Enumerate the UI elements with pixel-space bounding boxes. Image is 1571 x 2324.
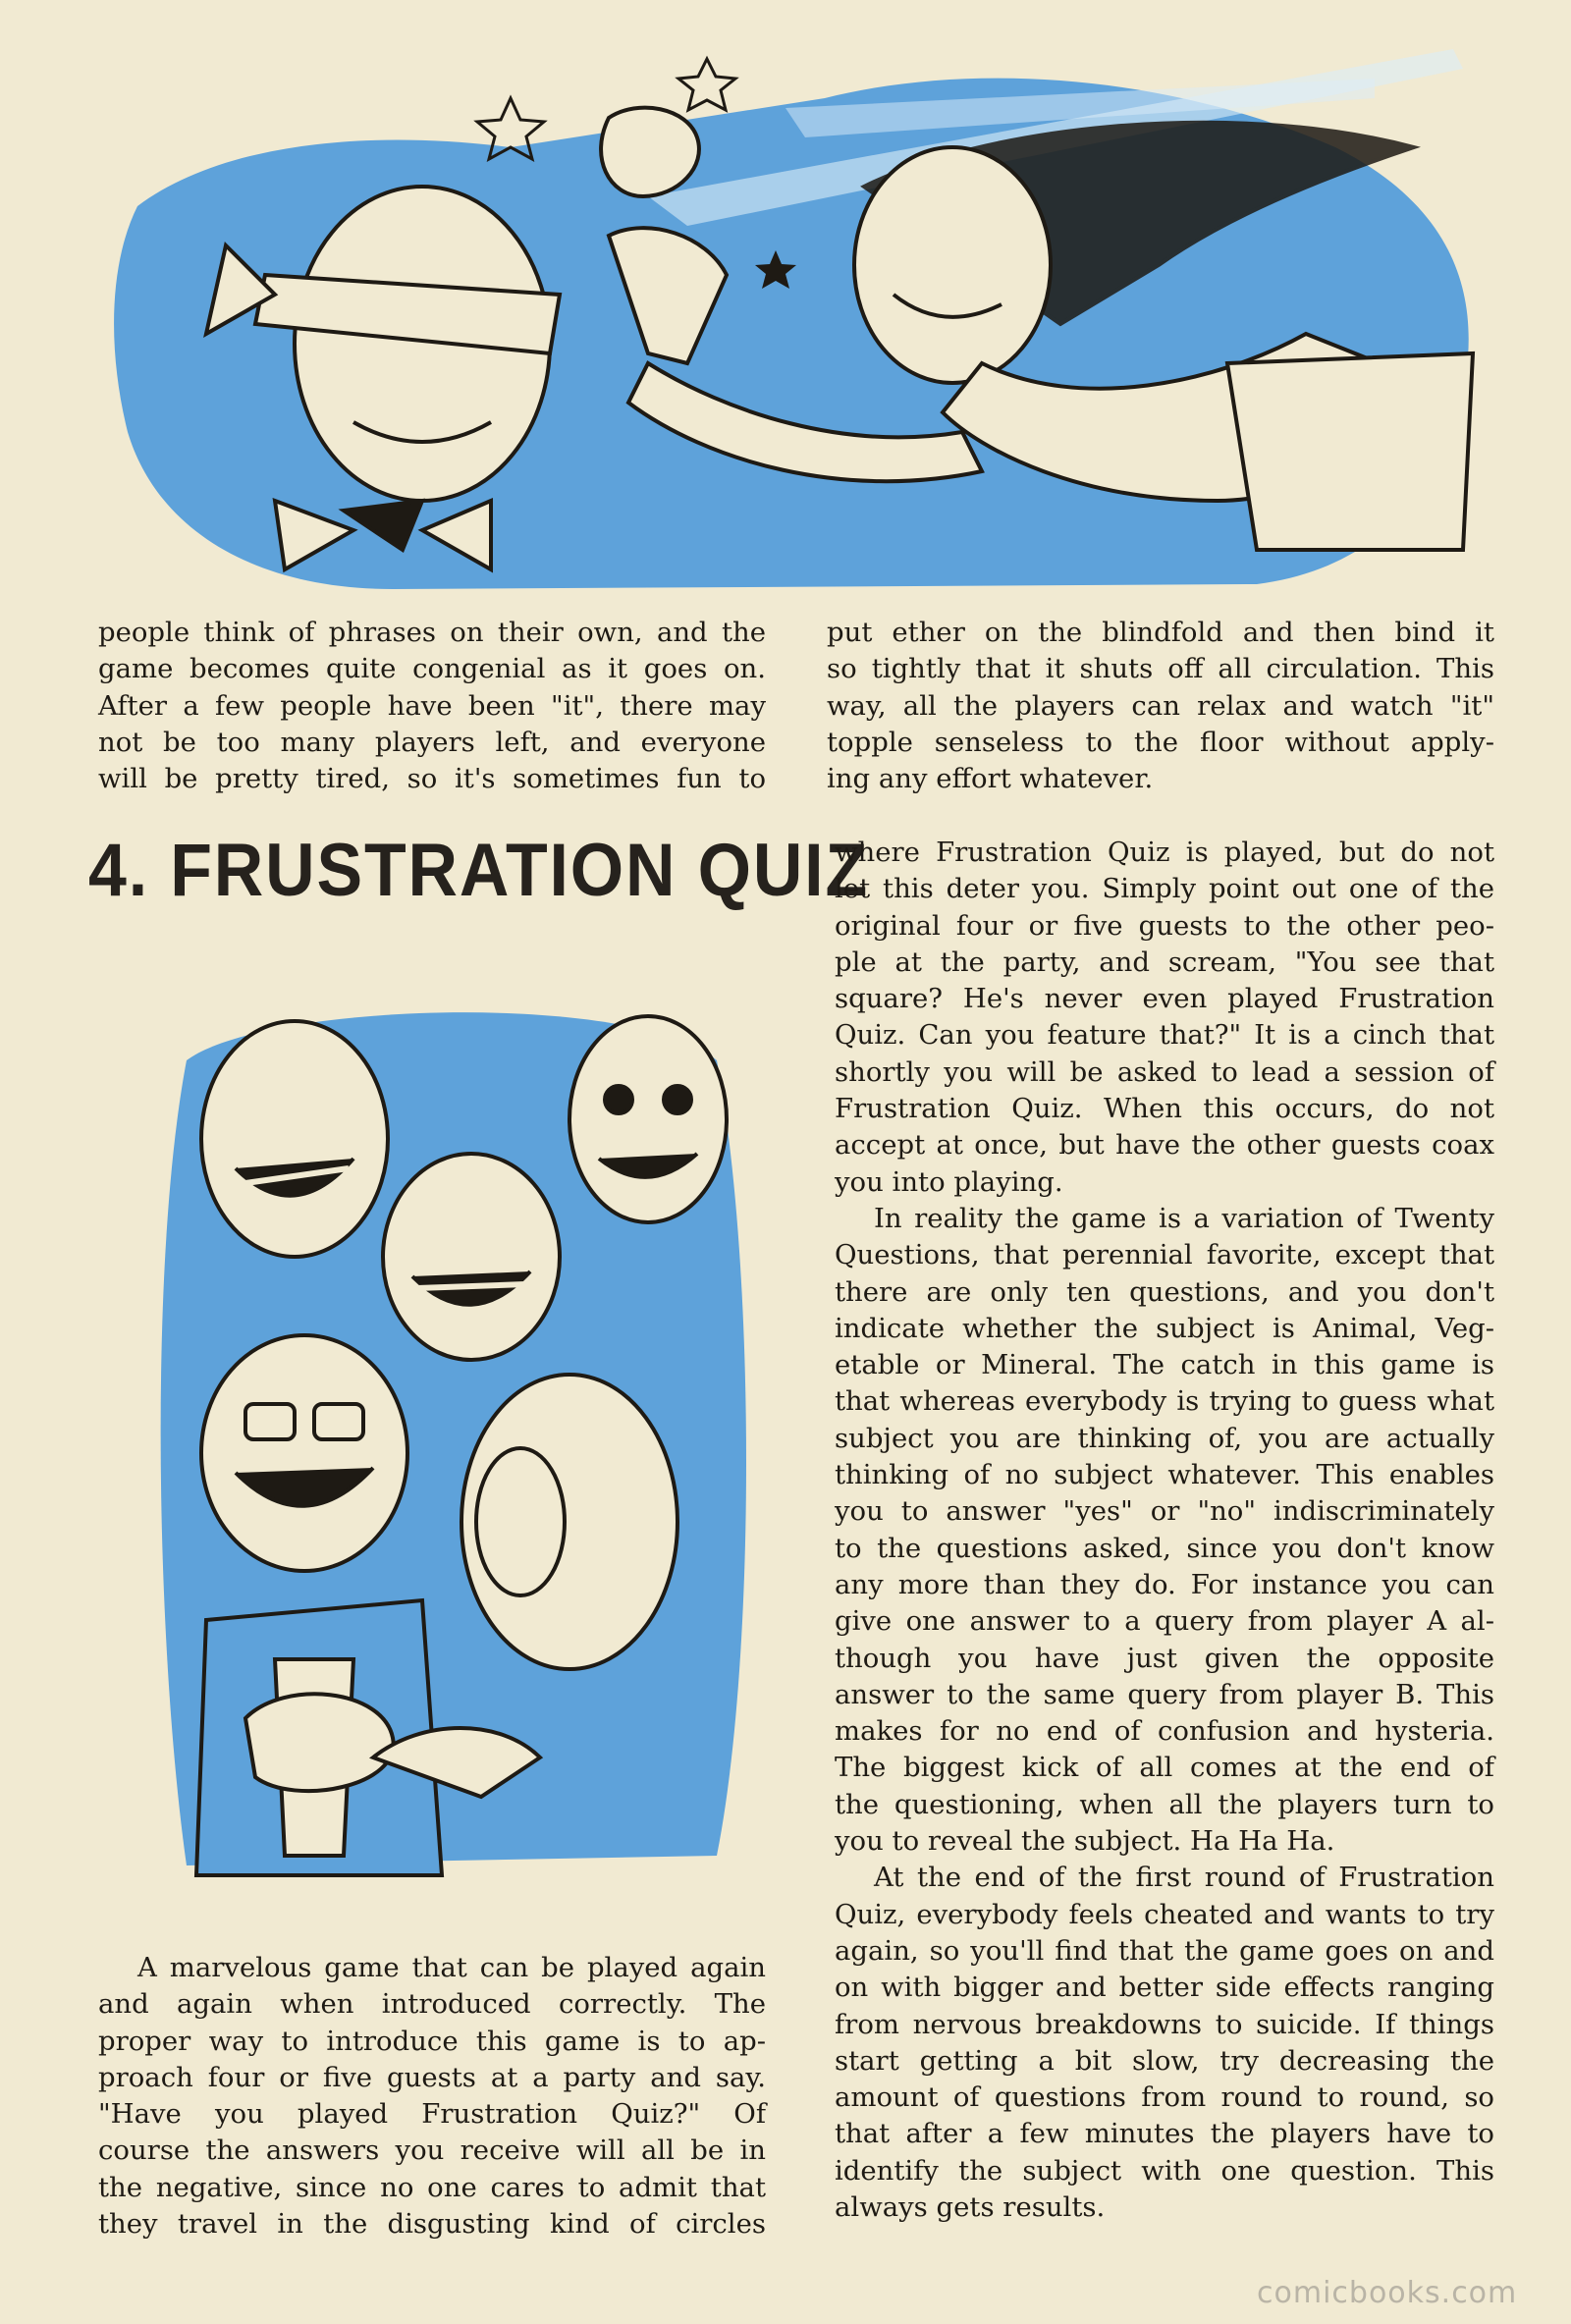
text-line: people think of phrases on their own, and the — [98, 617, 766, 648]
text-line: proper way to introduce this game is to ap- — [98, 2025, 766, 2057]
text-line: shortly you will be asked to lead a session of — [835, 1055, 1494, 1088]
text-line: from nervous breakdowns to suicide. If things — [835, 2008, 1494, 2040]
text-line: give one answer to a query from player A al- — [835, 1605, 1494, 1638]
text-line: Questions, that perennial favorite, except that — [835, 1239, 1494, 1271]
star-icon — [678, 59, 735, 110]
text-line: will be pretty tired, so it's sometimes fun to — [98, 763, 766, 795]
text-line: After a few people have been "it", there may — [98, 689, 766, 722]
text-line: the negative, since no one cares to admit that — [98, 2171, 766, 2203]
grinning-guests-illustration — [128, 972, 766, 1895]
text-line: and again when introduced correctly. The — [98, 1988, 766, 2021]
text-line: topple senseless to the floor without apply- — [827, 726, 1494, 758]
text-line: put ether on the blindfold and then bind it — [827, 617, 1494, 648]
text-line: accept at once, but have the other guests coax — [835, 1129, 1494, 1162]
right-column-body — [835, 835, 1494, 2226]
text-line: that whereas everybody is trying to guess what — [835, 1385, 1494, 1418]
text-line: they travel in the disgusting kind of circles — [98, 2208, 766, 2241]
guest-face-glasses — [201, 1335, 407, 1571]
text-line: the questioning, when all the players turn to — [835, 1788, 1494, 1820]
text-line: any more than they do. For instance you can — [835, 1568, 1494, 1600]
text-line: makes for no end of confusion and hysteria. — [835, 1715, 1494, 1748]
text-line: where Frustration Quiz is played, but do not — [835, 837, 1494, 868]
text-line: amount of questions from round to round, so — [835, 2081, 1494, 2114]
text-line: so tightly that it shuts off all circulation. This — [827, 653, 1494, 685]
text-line: there are only ten questions, and you don't — [835, 1275, 1494, 1308]
text-line: "Have you played Frustration Quiz?" Of — [98, 2098, 766, 2131]
text-line: indicate whether the subject is Animal, Veg- — [835, 1312, 1494, 1344]
text-line: The biggest kick of all comes at the end of — [835, 1752, 1494, 1784]
top-right-paragraph — [827, 615, 1494, 797]
text-line: answer to the same query from player B. This — [835, 1678, 1494, 1710]
text-line: proach four or five guests at a party and say. — [98, 2061, 766, 2093]
text-line: though you have just given the opposite — [835, 1642, 1494, 1674]
text-line: on with bigger and better side effects ranging — [835, 1972, 1494, 2004]
text-line: always gets results. — [835, 2190, 1106, 2223]
text-line: thinking of no subject whatever. This enables — [835, 1459, 1494, 1491]
text-line: identify the subject with one question. This — [835, 2154, 1494, 2187]
text-line: A marvelous game that can be played again — [137, 1952, 766, 1983]
guest-face-top-right — [569, 1016, 727, 1222]
text-line: that after a few minutes the players have to — [835, 2118, 1494, 2150]
text-line: you to answer "yes" or "no" indiscriminately — [835, 1495, 1494, 1528]
text-line: etable or Mineral. The catch in this game is — [835, 1349, 1494, 1381]
text-line: let this deter you. Simply point out one of the — [835, 873, 1494, 905]
text-line: Quiz. Can you feature that?" It is a cinch that — [835, 1019, 1494, 1052]
guest-face-pointed — [461, 1375, 677, 1669]
text-line: you to reveal the subject. Ha Ha Ha. — [835, 1825, 1335, 1858]
text-line: square? He's never even played Frustration — [835, 983, 1494, 1015]
intro-paragraph — [98, 1950, 766, 2243]
text-line: not be too many players left, and everyone — [98, 726, 766, 758]
text-line: subject you are thinking of, you are actually — [835, 1422, 1494, 1454]
section-heading: 4. FRUSTRATION QUIZ — [88, 829, 870, 912]
text-line: start getting a bit slow, try decreasing the — [835, 2044, 1494, 2077]
watermark: comicbooks.com — [1257, 2276, 1518, 2310]
text-line: again, so you'll find that the game goes on and — [835, 1934, 1494, 1967]
text-line: way, all the players can relax and watch "it" — [827, 689, 1494, 722]
text-line: ple at the party, and scream, "You see that — [835, 946, 1494, 978]
text-line: course the answers you receive will all be in — [98, 2135, 766, 2167]
text-line: ing any effort whatever. — [827, 763, 1154, 795]
text-line: to the questions asked, since you don't know — [835, 1532, 1494, 1564]
guest-face-middle — [383, 1154, 560, 1360]
blindfold-party-illustration — [98, 39, 1492, 599]
text-line: original four or five guests to the other peo- — [835, 909, 1494, 942]
text-line: game becomes quite congenial as it goes on. — [98, 653, 766, 685]
text-line: At the end of the first round of Frustration — [874, 1862, 1494, 1894]
guest-face-top-left — [201, 1021, 388, 1257]
text-line: Frustration Quiz. When this occurs, do not — [835, 1093, 1494, 1125]
text-line: In reality the game is a variation of Twenty — [874, 1202, 1494, 1234]
top-left-paragraph — [98, 615, 766, 797]
text-line: you into playing. — [835, 1165, 1063, 1198]
text-line: Quiz, everybody feels cheated and wants to try — [835, 1898, 1494, 1930]
